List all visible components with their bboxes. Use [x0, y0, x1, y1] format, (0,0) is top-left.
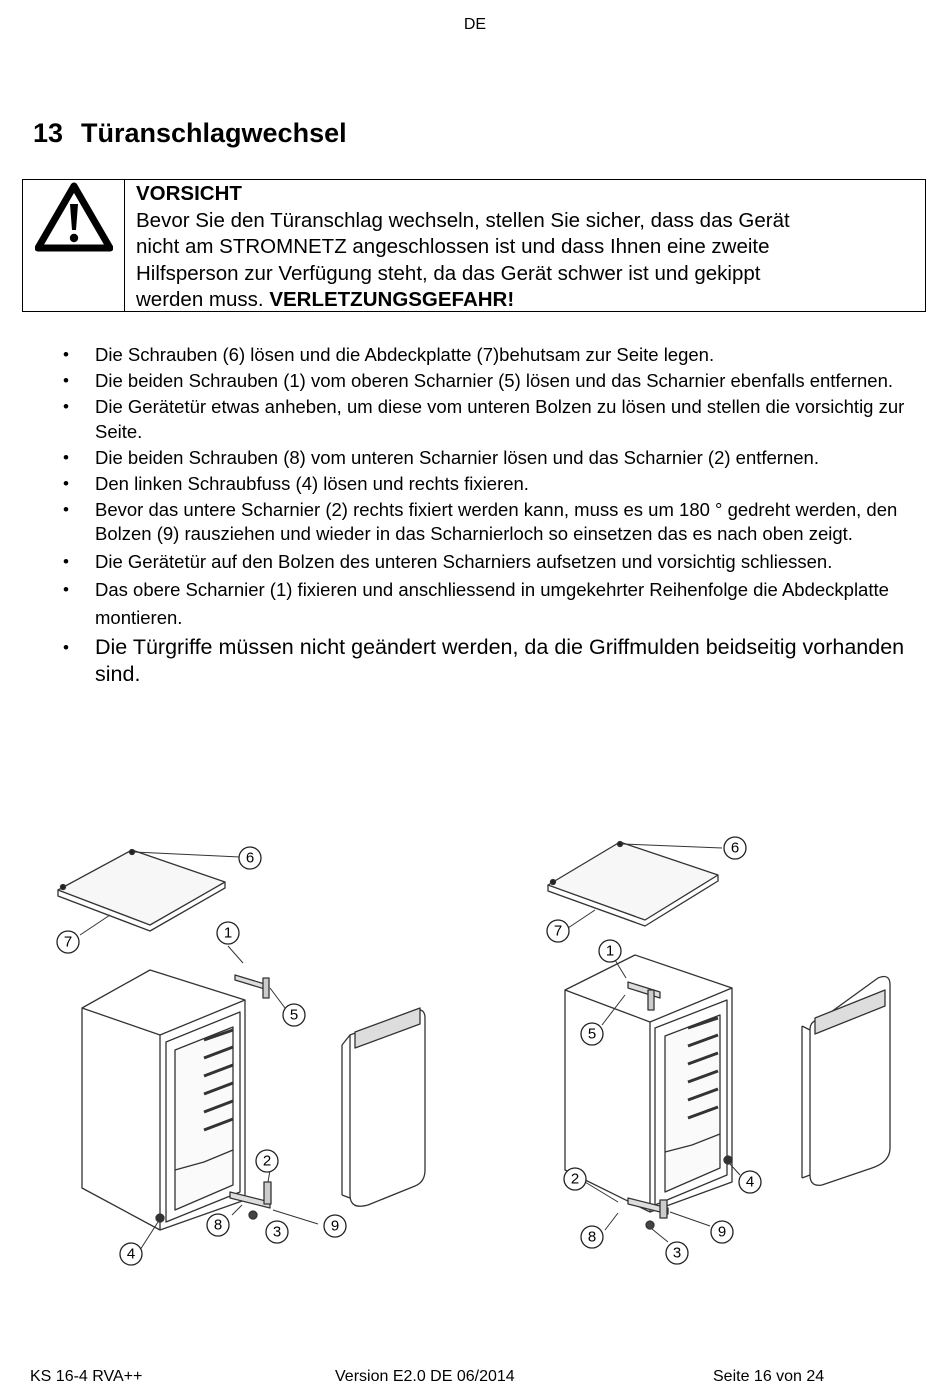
section-number: 13 [33, 118, 64, 148]
callout-1 [599, 940, 621, 962]
footer-model: KS 16-4 RVA++ [30, 1368, 143, 1385]
callout-label: 1 [605, 942, 615, 960]
callout-label: 8 [213, 1216, 223, 1234]
warning-line: Hilfsperson zur Verfügung steht, da das Gerät schwer ist und gekippt [136, 261, 761, 285]
callout-9 [324, 1215, 346, 1237]
callout-7 [547, 920, 569, 942]
footer-version: Version E2.0 DE 06/2014 [335, 1368, 515, 1385]
callout-3 [666, 1242, 688, 1264]
cover-plate [58, 850, 225, 925]
callout-label: 1 [223, 924, 233, 942]
callout-label: 5 [587, 1025, 597, 1043]
callout-4 [739, 1171, 761, 1193]
list-item: • Die Gerätetür auf den Bolzen des unteren Scharniers aufsetzen und vorsichtig schliessen. [0, 548, 950, 576]
section-heading [33, 118, 347, 149]
callout-label: 4 [745, 1173, 755, 1191]
callout-2 [564, 1168, 586, 1190]
section-title: Türanschlagwechsel [81, 118, 347, 148]
warning-title: VORSICHT [136, 182, 242, 205]
list-item: • Die Gerätetür etwas anheben, um diese vom unteren Bolzen zu lösen und stellen die vorsichtig zur Seite. [0, 395, 950, 444]
warning-emphasis: VERLETZUNGSGEFAHR! [269, 288, 515, 311]
callout-label: 5 [289, 1006, 299, 1024]
list-item: • Die Türgriffe müssen nicht geändert werden, da die Griffmulden beidseitig vorhanden sind. [0, 634, 950, 688]
callout-label: 2 [570, 1170, 580, 1188]
callout-2 [256, 1150, 278, 1172]
warning-icon-cell [23, 180, 125, 311]
warning-box [22, 179, 926, 312]
callout-label: 9 [717, 1223, 727, 1241]
list-item: • Das obere Scharnier (1) fixieren und anschliessend in umgekehrter Reihenfolge die Abdeckplatte montieren. [0, 576, 950, 632]
callout-label: 4 [126, 1245, 136, 1263]
warning-line-text: werden muss. [136, 288, 270, 311]
callout-label: 6 [245, 849, 255, 867]
callout-8 [581, 1226, 603, 1248]
callout-label: 8 [587, 1228, 597, 1246]
callout-6 [724, 837, 746, 859]
callout-8 [207, 1214, 229, 1236]
callout-1 [217, 922, 239, 944]
list-item: • Die beiden Schrauben (8) vom unteren Scharnier lösen und das Scharnier (2) entfernen. [0, 446, 950, 471]
callout-label: 7 [553, 922, 563, 940]
callout-label: 6 [730, 839, 740, 857]
warning-line [136, 287, 790, 314]
warning-line: Bevor Sie den Türanschlag wechseln, stellen Sie sicher, dass das Gerät [136, 208, 790, 232]
list-item: • Bevor das untere Scharnier (2) rechts fixiert werden kann, muss es um 180 ° gedreht werden, den Bolzen (9) rausziehen und wieder in das Scharnierloch so einsetzen das es nach oben zeigt. [0, 498, 950, 547]
fridge-diagram-after [510, 830, 940, 1280]
callout-label: 2 [262, 1152, 272, 1170]
list-item: • Die beiden Schrauben (1) vom oberen Scharnier (5) lösen und das Scharnier ebenfalls entfernen. [0, 369, 950, 394]
instruction-list [0, 343, 950, 690]
fridge-diagram-before [30, 830, 460, 1280]
callout-6 [239, 847, 261, 869]
warning-line: nicht am STROMNETZ angeschlossen ist und dass Ihnen eine zweite [136, 235, 770, 258]
callout-5 [283, 1004, 305, 1026]
diagram-after [510, 830, 940, 1280]
footer-page-number: Seite 16 von 24 [713, 1368, 825, 1385]
callout-3 [266, 1221, 288, 1243]
warning-text [125, 180, 790, 311]
list-item: • Die Schrauben (6) lösen und die Abdeckplatte (7)behutsam zur Seite legen. [0, 343, 950, 368]
callout-label: 7 [63, 933, 73, 951]
callout-label: 3 [272, 1223, 282, 1241]
callout-9 [711, 1221, 733, 1243]
page-language-label: DE [463, 16, 487, 33]
diagram-before [30, 830, 460, 1280]
cover-plate [548, 842, 718, 920]
callout-5 [581, 1023, 603, 1045]
list-item: • Den linken Schraubfuss (4) lösen und rechts fixieren. [0, 472, 950, 497]
callout-7 [57, 931, 79, 953]
callout-label: 9 [330, 1217, 340, 1235]
callout-4 [120, 1243, 142, 1265]
callout-label: 3 [672, 1244, 682, 1262]
